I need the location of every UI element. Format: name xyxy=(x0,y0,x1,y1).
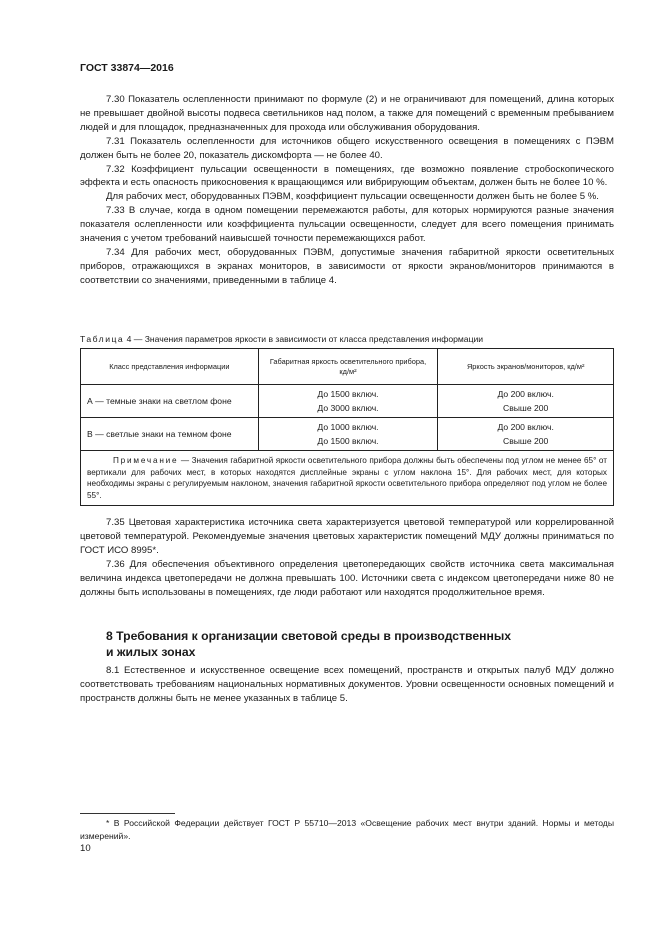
row-a-luminance xyxy=(258,385,438,418)
table-note-row xyxy=(81,451,614,506)
section-8-body xyxy=(80,664,614,706)
section-8-title-line-2: и жилых зонах xyxy=(106,644,196,659)
table-header-row xyxy=(81,349,614,385)
paragraph-7-33: 7.33 В случае, когда в одном помещении перемежаются работы, для которых нормируются разные значения показателя ослепленности или коэффициента пульсации освещенности, следует для всего помещения принимать значения с учетом требований наивысшей точности перемежающихся работ. xyxy=(80,205,614,245)
clauses-7-35-to-7-36 xyxy=(80,516,614,599)
row-a-screen xyxy=(438,385,614,418)
table-caption-text: 4 — Значения параметров яркости в зависимости от класса представления информации xyxy=(124,334,484,344)
luminance-table xyxy=(80,348,614,506)
section-8-title-line-1: 8 Требования к организации световой среды в производственных xyxy=(106,629,512,643)
paragraph-7-34: 7.34 Для рабочих мест, оборудованных ПЭВМ, допустимые значения габаритной яркости осветительных приборов, отражающихся в экранах мониторов, в зависимости от яркости экранов/мониторов принимаются в соответствии со значениями, приведенными в таблице 4. xyxy=(80,246,614,286)
row-b-scr-2: Свыше 200 xyxy=(502,436,549,446)
table-note xyxy=(81,451,614,506)
header-luminaire-luminance: Габаритная яркость осветительного прибора, кд/м² xyxy=(258,349,438,385)
row-a-scr-1: До 200 включ. xyxy=(497,389,554,399)
paragraph-7-30: 7.30 Показатель ослепленности принимают по формуле (2) и не ограничивают для помещений, длина которых не превышает двойной высоты подвеса светильников над полом, а также для помещений с временным пребыванием людей и для площадок, предназначенных для прохода или обслуживания оборудования. xyxy=(80,94,614,133)
row-a-lum-2: До 3000 включ. xyxy=(317,403,379,413)
table-caption-label: Таблица xyxy=(80,334,125,344)
page-number: 10 xyxy=(80,843,91,854)
clauses-7-30-to-7-34 xyxy=(80,93,614,288)
row-b-screen xyxy=(438,418,614,451)
header-class: Класс представления информации xyxy=(81,349,259,385)
row-a-class: А — темные знаки на светлом фоне xyxy=(81,385,259,418)
row-b-class: В — светлые знаки на темном фоне xyxy=(81,418,259,451)
table-row xyxy=(81,385,614,418)
footnote-separator xyxy=(80,813,175,814)
table-row xyxy=(81,418,614,451)
row-a-lum-1: До 1500 включ. xyxy=(317,389,379,399)
section-8-title xyxy=(106,629,586,660)
row-b-lum-1: До 1000 включ. xyxy=(317,422,379,432)
table-note-label: Примечание xyxy=(113,456,179,465)
paragraph-7-31: 7.31 Показатель ослепленности для источников общего искусственного освещения в помещениях с ПЭВМ должен быть не более 20, показатель дискомфорта — не более 40. xyxy=(80,135,614,161)
paragraph-7-32: 7.32 Коэффициент пульсации освещенности в помещениях, где возможно появление стробоскопического эффекта и есть опасность прикосновения к вращающимся или вибрирующим объектам, должен быть не более 10 %. xyxy=(80,163,614,189)
paragraph-7-36: 7.36 Для обеспечения объективного определения цветопередающих свойств источника света максимальная величина индекса цветопередачи не должна превышать 100. Источники света с индексом цветопередачи ниже 80 не должны быть использованы в помещениях, где люди работают или находятся продолжительное время. xyxy=(80,558,614,598)
document-header: ГОСТ 33874—2016 xyxy=(80,62,174,74)
table-caption xyxy=(80,333,614,345)
paragraph-7-35: 7.35 Цветовая характеристика источника света характеризуется цветовой температурой или коррелированной цветовой температурой. Рекомендуемые значения цветовых характеристик помещений МДУ должны приниматься по ГОСТ ИСО 8995*. xyxy=(80,517,614,556)
paragraph-7-32-pevm: Для рабочих мест, оборудованных ПЭВМ, коэффициент пульсации освещенности должен быть не более 5 %. xyxy=(106,191,599,203)
table-note-text: — Значения габаритной яркости осветительного прибора должны быть обеспечены под углом не менее 65° от вертикали для рабочих мест, в которых находятся дисплейные экраны с углом наклона 15°. Для рабочих мест, для которых необходимы экраны с регулируемым наклоном, значения габаритной яркости осветительного прибора определяют под углом не более 55°. xyxy=(87,456,607,500)
header-screen-luminance: Яркость экранов/мониторов, кд/м² xyxy=(438,349,614,385)
row-a-scr-2: Свыше 200 xyxy=(502,403,549,413)
row-b-luminance xyxy=(258,418,438,451)
row-b-lum-2: До 1500 включ. xyxy=(317,436,379,446)
paragraph-8-1: 8.1 Естественное и искусственное освещение всех помещений, пространств и открытых палуб МДУ должно соответствовать требованиям национальных нормативных документов. Уровни освещенности основных помещений и пространств должны быть не менее указанных в таблице 5. xyxy=(80,665,614,704)
row-b-scr-1: До 200 включ. xyxy=(497,422,554,432)
footnote: * В Российской Федерации действует ГОСТ Р 55710—2013 «Освещение рабочих мест внутри зданий. Нормы и методы измерений». xyxy=(80,818,614,841)
